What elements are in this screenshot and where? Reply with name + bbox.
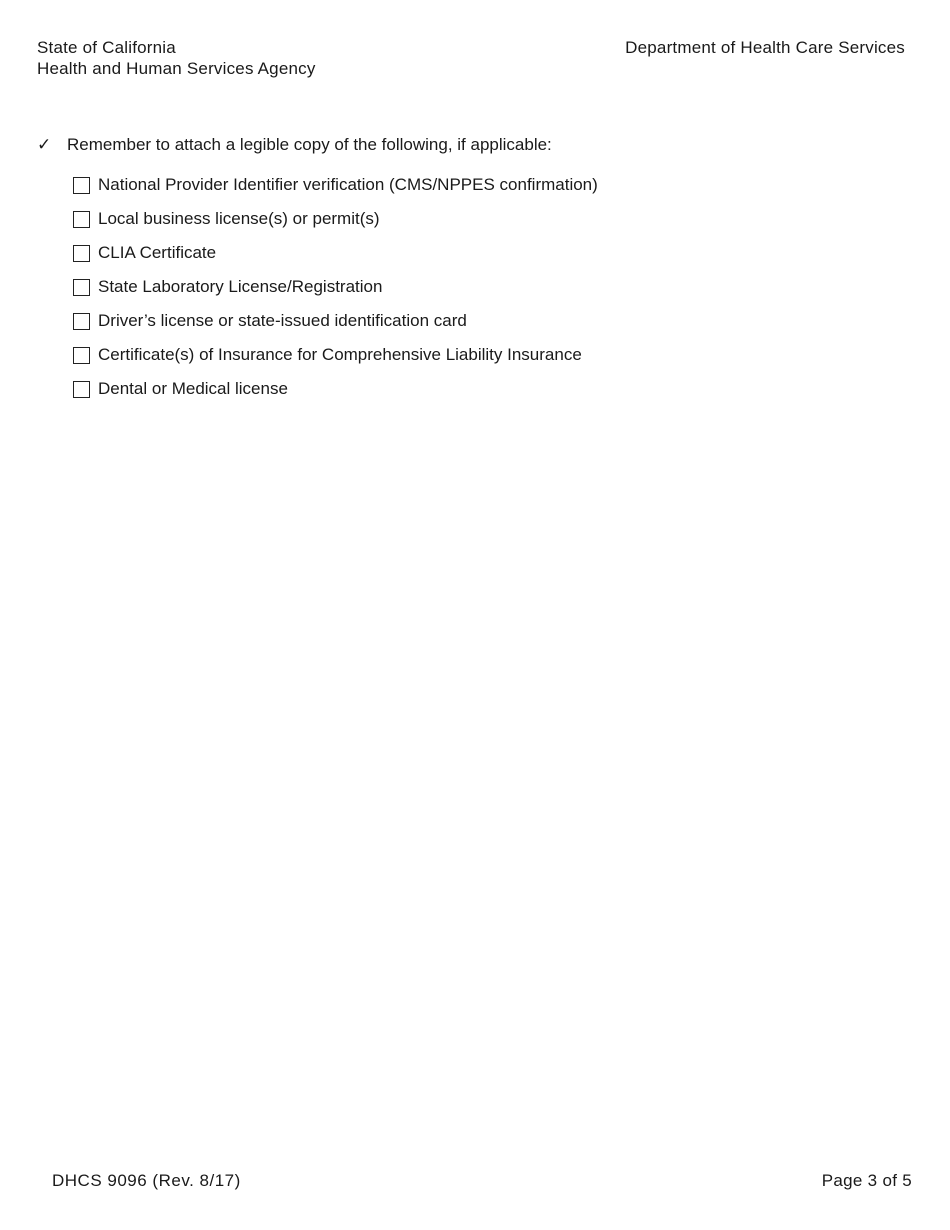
form-identifier: DHCS 9096 (Rev. 8/17) bbox=[52, 1171, 241, 1190]
state-lab-license-checkbox[interactable] bbox=[73, 279, 90, 296]
checklist-item-drivers-license bbox=[73, 304, 598, 338]
clia-certificate-checkbox[interactable] bbox=[73, 245, 90, 262]
drivers-license-checkbox[interactable] bbox=[73, 313, 90, 330]
checklist-item-npi-verification bbox=[73, 168, 598, 202]
attachment-checklist bbox=[73, 168, 598, 406]
checklist-item-label: Local business license(s) or permit(s) bbox=[98, 209, 380, 228]
header-department-name: Department of Health Care Services bbox=[625, 38, 905, 57]
checklist-item-clia-certificate bbox=[73, 236, 598, 270]
business-license-checkbox[interactable] bbox=[73, 211, 90, 228]
checklist-item-label: Dental or Medical license bbox=[98, 379, 288, 398]
dental-medical-license-checkbox[interactable] bbox=[73, 381, 90, 398]
checklist-item-state-lab-license bbox=[73, 270, 598, 304]
insurance-certificate-checkbox[interactable] bbox=[73, 347, 90, 364]
checklist-item-label: State Laboratory License/Registration bbox=[98, 277, 383, 296]
header-agency bbox=[37, 37, 316, 79]
npi-verification-checkbox[interactable] bbox=[73, 177, 90, 194]
checkmark-icon: ✓ bbox=[37, 135, 52, 155]
checklist-item-dental-medical-license bbox=[73, 372, 598, 406]
attachment-reminder bbox=[37, 134, 552, 156]
checklist-item-label: CLIA Certificate bbox=[98, 243, 217, 262]
header-agency-name: Health and Human Services Agency bbox=[37, 59, 316, 78]
checklist-item-label: Certificate(s) of Insurance for Comprehensive Liability Insurance bbox=[98, 345, 582, 364]
header-department bbox=[625, 37, 905, 58]
checklist-item-insurance-certificate bbox=[73, 338, 598, 372]
checklist-item-label: Driver’s license or state-issued identification card bbox=[98, 311, 467, 330]
header-state: State of California bbox=[37, 38, 176, 57]
page-number: Page 3 of 5 bbox=[821, 1171, 912, 1190]
checklist-item-label: National Provider Identifier verification (CMS/NPPES confirmation) bbox=[98, 175, 598, 194]
checklist-item-business-license bbox=[73, 202, 598, 236]
reminder-text: Remember to attach a legible copy of the following, if applicable: bbox=[67, 135, 552, 154]
